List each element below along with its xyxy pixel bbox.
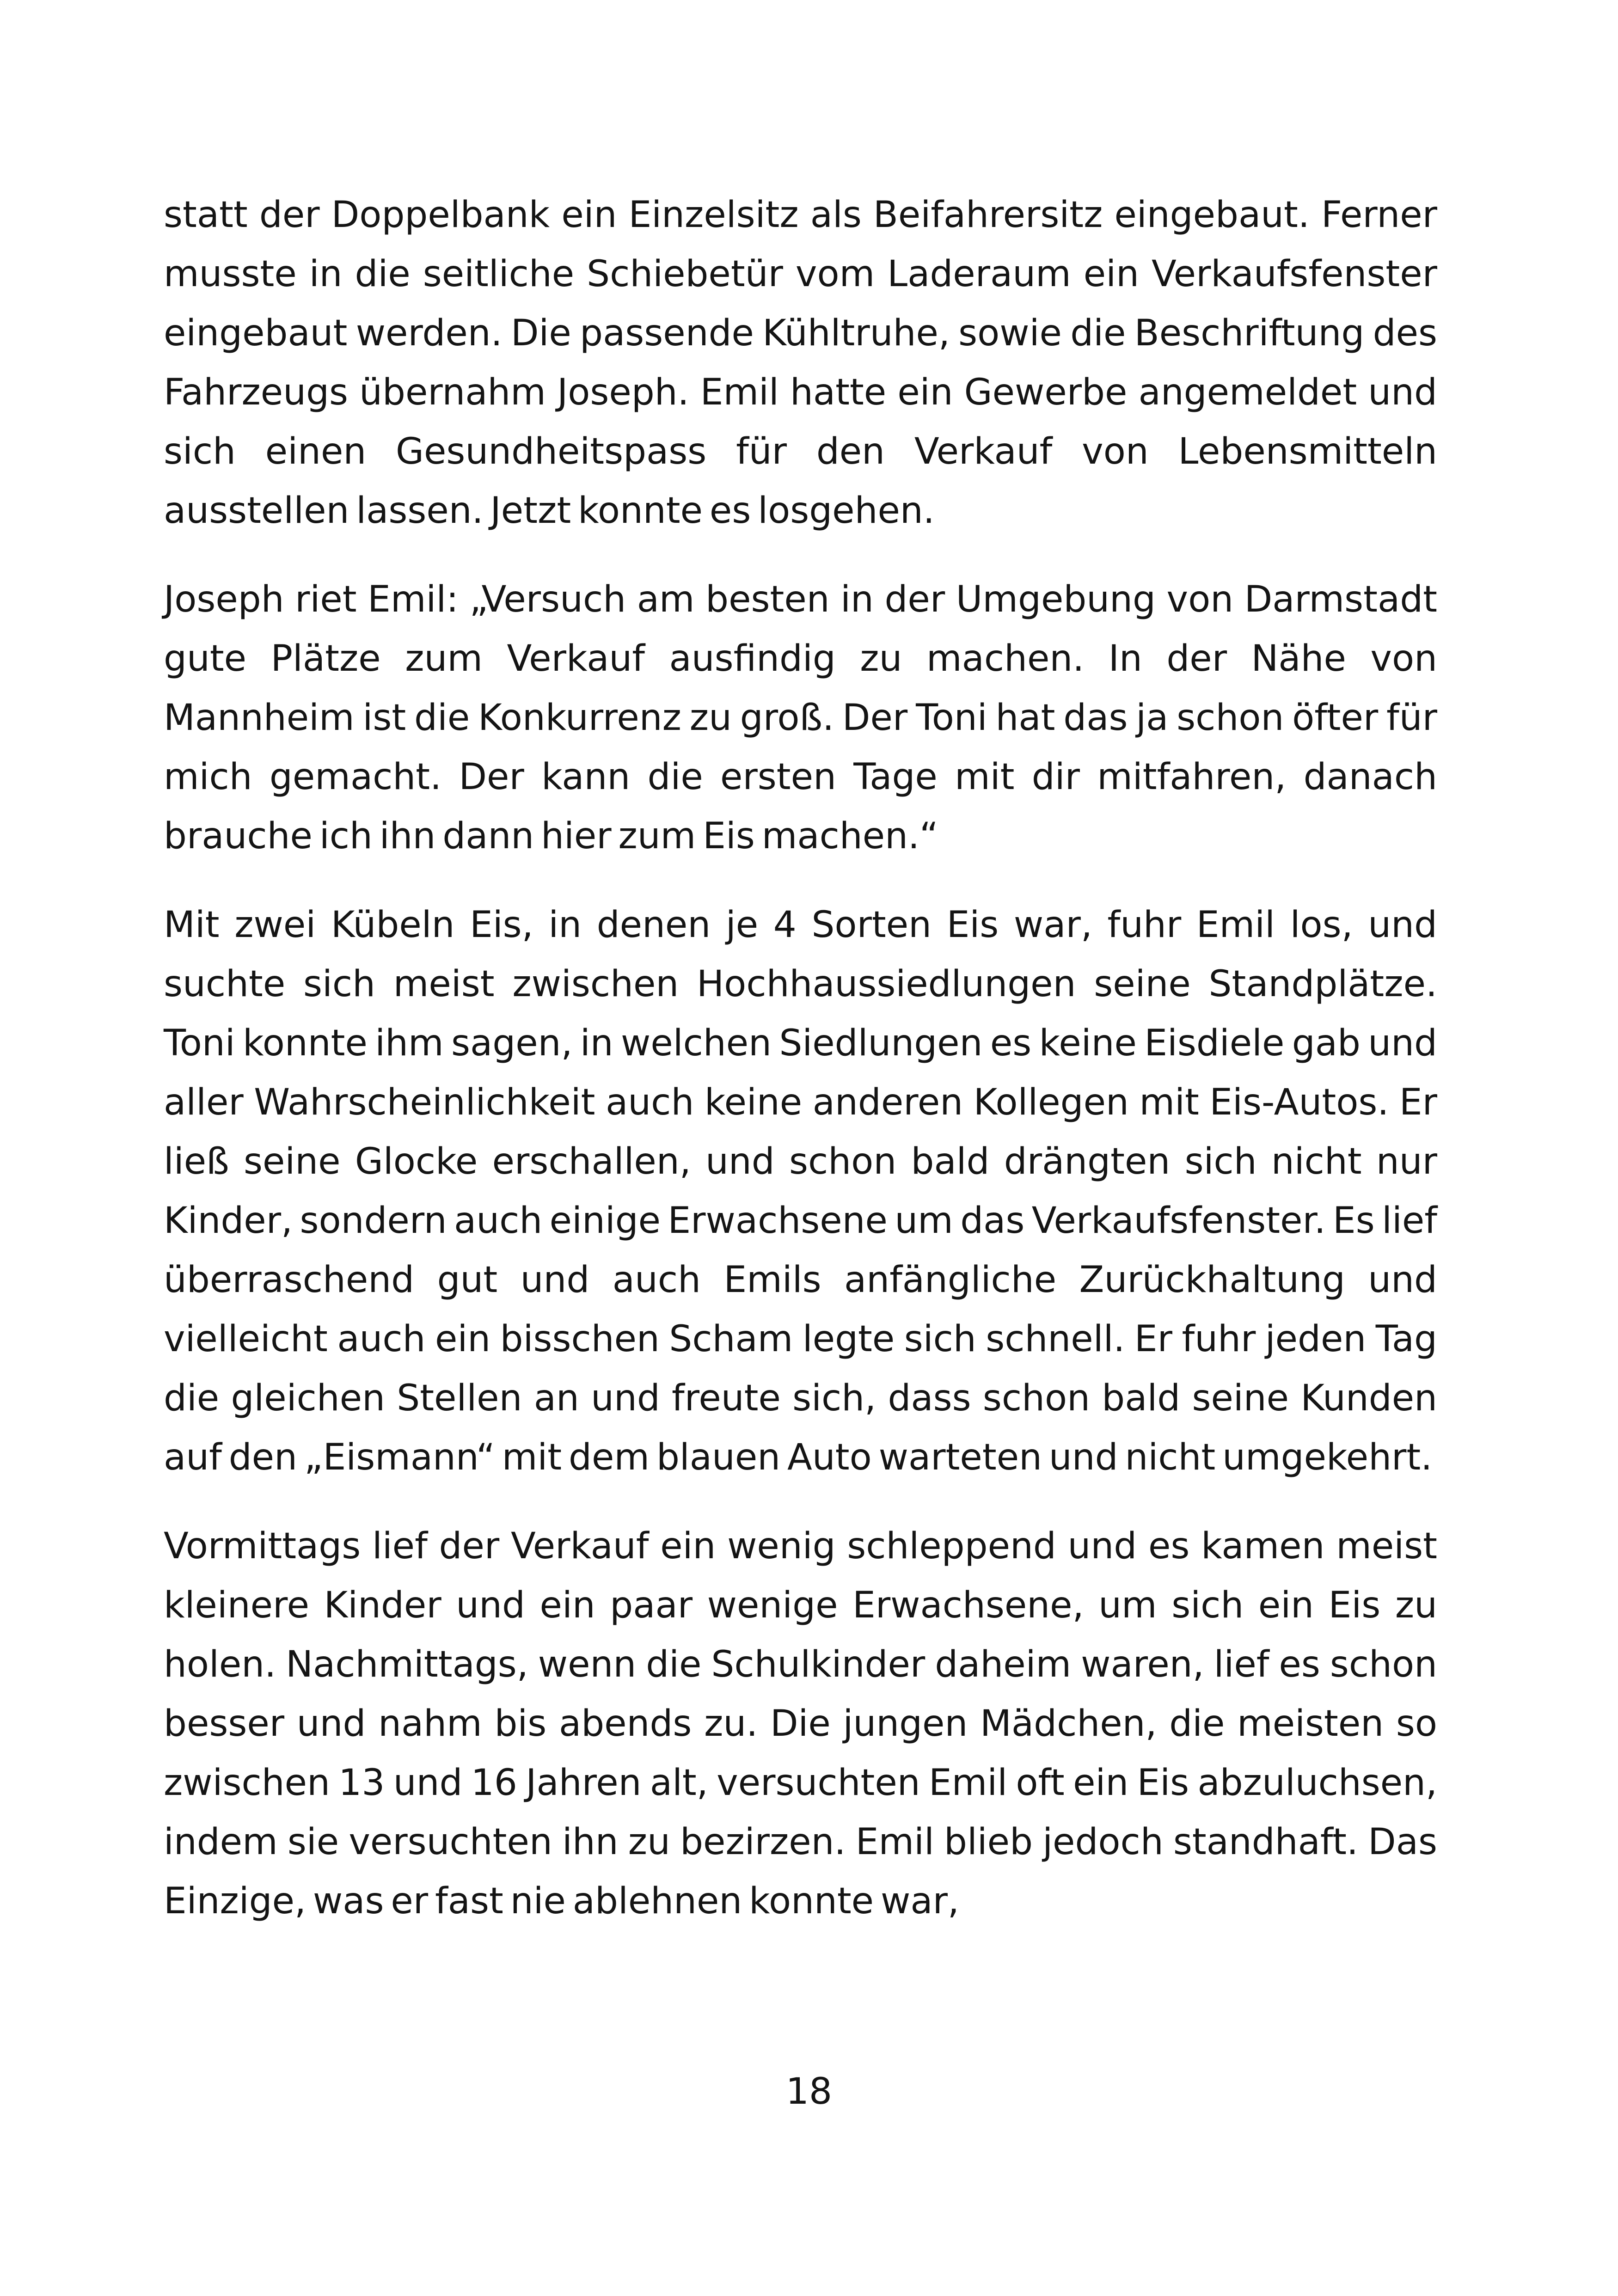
paragraph-1: statt der Doppelbank ein Einzelsitz als Beifahrersitz eingebaut. Ferner musste in die seitliche Schiebetür vom Laderaum ein Verkaufsfenster eingebaut werden. Die passende Kühltruhe, sowie die Beschriftung des Fahrzeugs übernahm Joseph. Emil hatte ein Gewerbe angemeldet und sich einen Gesundheitspass für den Verkauf von Lebensmitteln ausstellen lassen. Jetzt konnte es losgehen.: [164, 193, 1437, 532]
body-text: [164, 185, 1437, 1930]
paragraph-2: Joseph riet Emil: „Versuch am besten in der Umgebung von Darmstadt gute Plätze zum Verkauf ausfindig zu machen. In der Nähe von Mannheim ist die Konkurrenz zu groß. Der Toni hat das ja schon öfter für mich gemacht. Der kann die ersten Tage mit dir mitfahren, danach brauche ich ihn dann hier zum Eis machen.“: [164, 578, 1437, 857]
page-number: 18: [785, 2070, 833, 2112]
paragraph-4: Vormittags lief der Verkauf ein wenig schleppend und es kamen meist kleinere Kinder und ein paar wenige Erwachsene, um sich ein Eis zu holen. Nachmittags, wenn die Schulkinder daheim waren, lief es schon besser und nahm bis abends zu. Die jungen Mädchen, die meisten so zwischen 13 und 16 Jahren alt, versuchten Emil oft ein Eis abzuluchsen, indem sie versuchten ihn zu bezirzen. Emil blieb jedoch standhaft. Das Einzige, was er fast nie ablehnen konnte war,: [164, 1525, 1437, 1922]
paragraph-3: Mit zwei Kübeln Eis, in denen je 4 Sorten Eis war, fuhr Emil los, und suchte sich meist zwischen Hochhaussiedlungen seine Standplätze. Toni konnte ihm sagen, in welchen Siedlungen es keine Eisdiele gab und aller Wahrscheinlichkeit auch keine anderen Kollegen mit Eis-Autos. Er ließ seine Glocke erschallen, und schon bald drängten sich nicht nur Kinder, sondern auch einige Erwachsene um das Verkaufsfenster. Es lief überraschend gut und auch Emils anfängliche Zurückhaltung und vielleicht auch ein bisschen Scham legte sich schnell. Er fuhr jeden Tag die gleichen Stellen an und freute sich, dass schon bald seine Kunden auf den „Eismann“ mit dem blauen Auto warteten und nicht umgekehrt.: [164, 903, 1437, 1478]
